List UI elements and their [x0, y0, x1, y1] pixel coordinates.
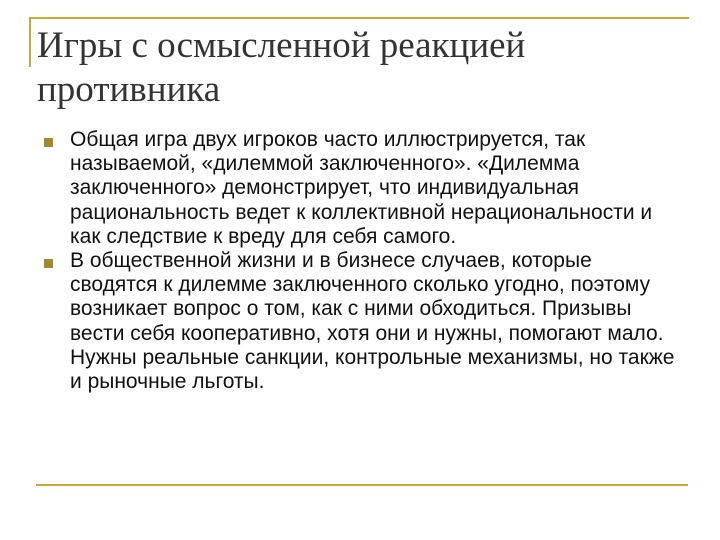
top-rule	[29, 17, 689, 19]
square-bullet-icon	[44, 259, 53, 268]
square-bullet-icon	[44, 138, 53, 147]
bullet-text: Общая игра двух игроков часто иллюстрируется, так называемой, «дилеммой заключенного». «Дилемма заключенного» демонстрирует, что индивидуальная рациональность ведет к коллективной нерациональности и как следствие к вреду для себя самого.	[70, 128, 653, 248]
bullet-list	[38, 128, 683, 394]
slide-title: Игры с осмысленной реакцией противника	[37, 25, 526, 110]
bullet-text: В общественной жизни и в бизнесе случаев, которые сводятся к дилемме заключенного сколько угодно, поэтому возникает вопрос о том, как с ними обходиться. Призывы вести себя кооперативно, хотя они и нужны, помогают мало. Нужны реальные санкции, контрольные механизмы, но также и рыночные льготы.	[70, 249, 675, 394]
bullet-item-business-cases	[38, 249, 683, 394]
bottom-rule	[36, 484, 688, 486]
bullet-item-prisoners-dilemma	[38, 128, 683, 249]
left-rule	[29, 17, 31, 67]
